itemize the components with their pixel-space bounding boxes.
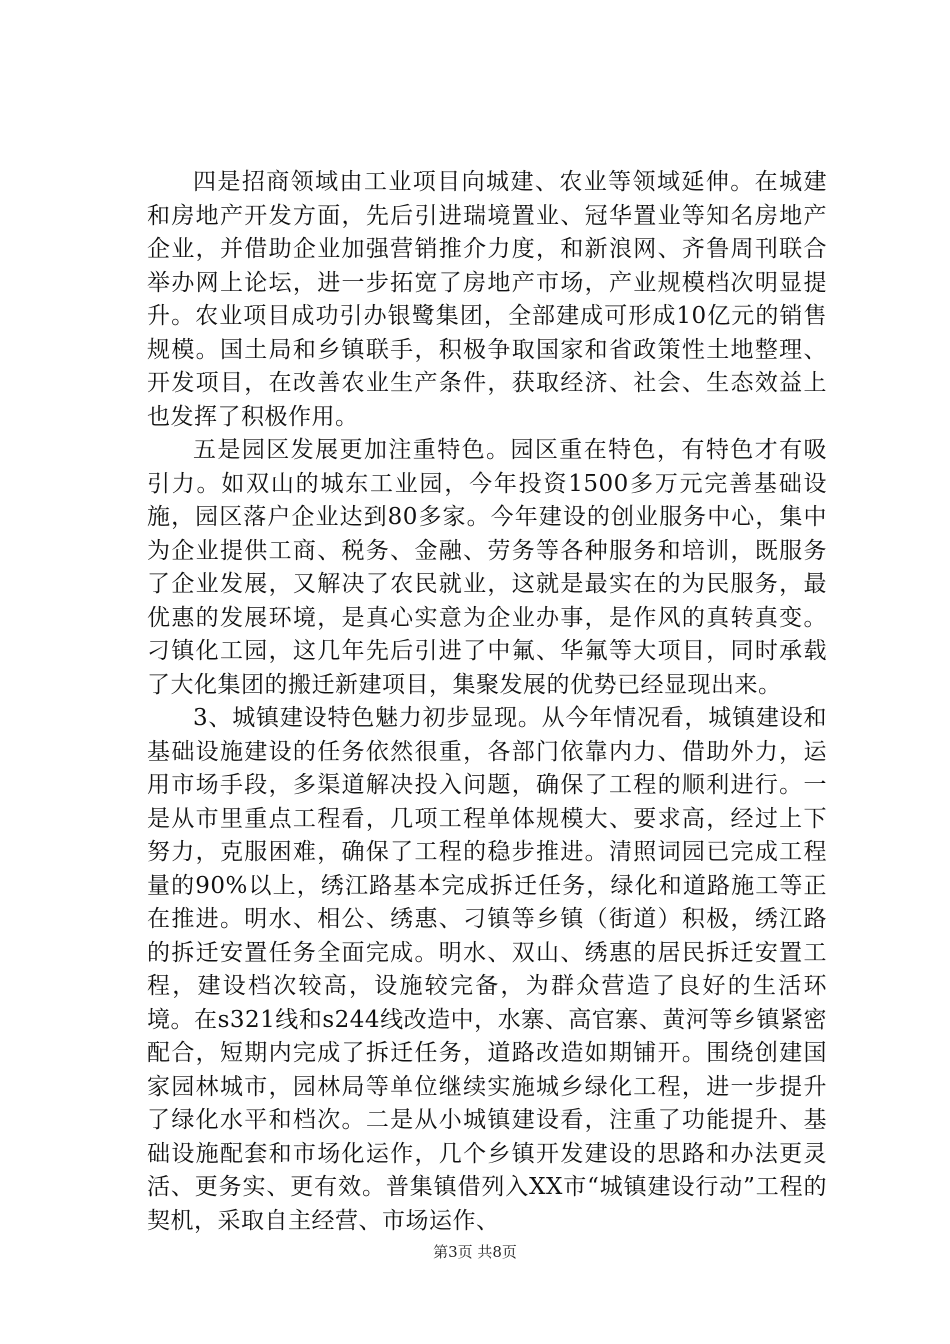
paragraph-urban-construction: 3、城镇建设特色魅力初步显现。从今年情况看，城镇建设和基础设施建设的任务依然很重，各部门依靠内力、借助外力，运用市场手段，多渠道解决投入问题，确保了工程的顺利进行。一是从市里重点工程看，几项工程单体规模大、要求高，经过上下努力，克服困难，确保了工程的稳步推进。清照词园已完成工程量的90%以上，绣江路基本完成拆迁任务，绿化和道路施工等正在推进。明水、相公、绣惠、刁镇等乡镇（街道）积极，绣江路的拆迁安置任务全面完成。明水、双山、绣惠的居民拆迁安置工程，建设档次较高，设施较完备，为群众营造了良好的生活环境。在s321线和s244线改造中，水寨、高官寨、黄河等乡镇紧密配合，短期内完成了拆迁任务，道路改造如期铺开。围绕创建国家园林城市，园林局等单位继续实施城乡绿化工程，进一步提升了绿化水平和档次。二是从小城镇建设看，注重了功能提升、基础设施配套和市场化运作，几个乡镇开发建设的思路和办法更灵活、更务实、更有效。普集镇借列入XX市“城镇建设行动”工程的契机，采取自主经营、市场运作、 [147, 705, 827, 1234]
document-body [147, 166, 827, 1238]
paragraph-investment-fields: 四是招商领域由工业项目向城建、农业等领域延伸。在城建和房地产开发方面，先后引进瑞境置业、冠华置业等知名房地产企业，并借助企业加强营销推介力度，和新浪网、齐鲁周刊联合举办网上论坛，进一步拓宽了房地产市场，产业规模档次明显提升。农业项目成功引办银鹭集团，全部建成可形成10亿元的销售规模。国土局和乡镇联手，积极争取国家和省政策性土地整理、开发项目，在改善农业生产条件，获取经济、社会、生态效益上也发挥了积极作用。 [147, 169, 827, 430]
paragraph-park-development: 五是园区发展更加注重特色。园区重在特色，有特色才有吸引力。如双山的城东工业园，今年投资1500多万元完善基础设施，园区落户企业达到80多家。今年建设的创业服务中心，集中为企业提供工商、税务、金融、劳务等各种服务和培训，既服务了企业发展，又解决了农民就业，这就是最实在的为民服务，最优惠的发展环境，是真心实意为企业办事，是作风的真转真变。刁镇化工园，这几年先后引进了中氟、华氟等大项目，同时承载了大化集团的搬迁新建项目，集聚发展的优势已经显现出来。 [147, 437, 827, 698]
page-footer: 第3页 共8页 [433, 1243, 517, 1261]
